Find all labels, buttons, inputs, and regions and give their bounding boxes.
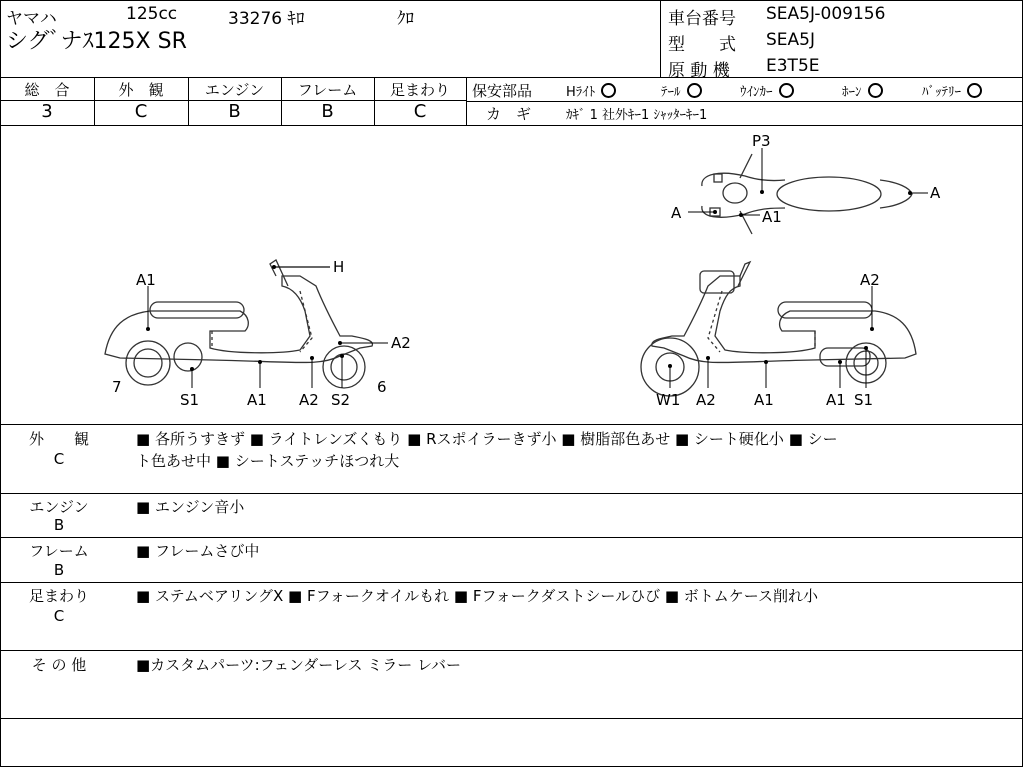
safety-item-label: ﾊﾞｯﾃﾘｰ xyxy=(922,85,961,100)
grade-header-exterior: 外 観 xyxy=(118,81,164,99)
safety-item-label: Hﾗｲﾄ xyxy=(566,85,596,100)
displacement: 125cc xyxy=(126,4,178,24)
note-grade-frame: B xyxy=(53,561,65,579)
note-text-engine: ■ エンジン音小 xyxy=(136,498,245,516)
ok-circle-icon xyxy=(687,83,702,98)
grade-header-frame: フレーム xyxy=(297,81,358,99)
note-rule xyxy=(0,537,1022,538)
mileage: 33276 ｷﾛ xyxy=(228,9,305,29)
safety-item-label: ﾎｰﾝ xyxy=(842,85,862,100)
diagram-label: S1 xyxy=(180,391,200,409)
engine-value: E3T5E xyxy=(766,56,820,76)
safety-item-tail xyxy=(661,81,702,100)
safety-item-horn xyxy=(842,81,883,100)
grade-value-exterior: C xyxy=(134,101,148,122)
grade-value-overall: 3 xyxy=(41,101,53,122)
note-text-frame: ■ フレームさび中 xyxy=(136,542,260,560)
frame-no: SEA5J-009156 xyxy=(766,4,886,24)
type-value: SEA5J xyxy=(766,30,815,50)
safety-item-winker xyxy=(740,81,794,100)
safety-item-label: ｳｲﾝｶｰ xyxy=(740,85,773,100)
diagram-label: A xyxy=(671,204,682,222)
diagram-label: A2 xyxy=(860,271,880,289)
note-text-exterior-cont: ト色あせ中 ■ シートステッチほつれ大 xyxy=(136,452,400,470)
scooter-top-view xyxy=(702,154,912,234)
grade-header-suspension: 足まわり xyxy=(389,81,450,99)
diagram-label: 6 xyxy=(377,378,387,396)
ok-circle-icon xyxy=(779,83,794,98)
key-label: カ ギ xyxy=(486,105,532,123)
diagram-label: 7 xyxy=(112,378,122,396)
color: ｸﾛ xyxy=(397,9,414,29)
ok-circle-icon xyxy=(601,83,616,98)
note-rule xyxy=(0,493,1022,494)
key-value: ｶｷﾞ 1 社外ｷｰ1 ｼｬｯﾀｰｷｰ1 xyxy=(566,108,708,123)
diagram-label: A2 xyxy=(696,391,716,409)
grade-header-overall: 総 合 xyxy=(24,81,70,99)
diagram-label: A xyxy=(930,184,941,202)
grade-value-engine: B xyxy=(228,101,241,122)
diagram-label: A1 xyxy=(754,391,774,409)
header-bottom-rule xyxy=(0,77,1022,78)
note-category-exterior: 外 観 xyxy=(28,430,89,448)
safety-item-headlight xyxy=(566,81,616,100)
diagram-label: A2 xyxy=(391,334,411,352)
diagram-label: P3 xyxy=(752,132,771,150)
note-text-other: ■カスタムパーツ:フェンダーレス ミラー レバー xyxy=(136,656,462,674)
marker-dots xyxy=(146,190,912,371)
note-rule xyxy=(0,650,1022,651)
diagram-label: A1 xyxy=(136,271,156,289)
note-grade-engine: B xyxy=(53,516,65,534)
note-grade-suspension: C xyxy=(53,607,65,625)
diagram-label: A1 xyxy=(247,391,267,409)
diagram-label: A2 xyxy=(299,391,319,409)
diagram-label: A1 xyxy=(762,208,782,226)
safety-mid-rule xyxy=(466,101,1022,102)
diagram-labels xyxy=(112,132,941,409)
diagram-label: W1 xyxy=(656,391,681,409)
diagram-label: S1 xyxy=(854,391,874,409)
engine-label: 原 動 機 xyxy=(668,61,730,81)
note-grade-exterior: C xyxy=(53,450,65,468)
type-label: 型 式 xyxy=(668,35,736,55)
note-rule xyxy=(0,582,1022,583)
ok-circle-icon xyxy=(967,83,982,98)
note-text-exterior: ■ 各所うすきず ■ ライトレンズくもり ■ Rスポイラーきず小 ■ 樹脂部色あせ ■ シート硬化小 ■ シー xyxy=(136,430,838,448)
header-divider xyxy=(660,0,661,77)
note-category-engine: エンジン xyxy=(29,498,89,516)
note-category-other: そ の 他 xyxy=(31,656,87,674)
note-text-suspension: ■ ステムベアリングX ■ Fフォークオイルもれ ■ Fフォークダストシールひび ■ ボトムケース削れ小 xyxy=(136,587,819,605)
model-name: シグﾞナｽ125X SR xyxy=(6,29,187,54)
leader-lines xyxy=(148,148,928,388)
note-rule xyxy=(0,718,1022,719)
ok-circle-icon xyxy=(868,83,883,98)
grade-value-frame: B xyxy=(321,101,334,122)
note-category-frame: フレーム xyxy=(29,542,89,560)
diagram-label: H xyxy=(333,258,345,276)
safety-label: 保安部品 xyxy=(472,82,533,100)
note-category-suspension: 足まわり xyxy=(28,587,89,605)
grade-header-engine: エンジン xyxy=(204,81,265,99)
diagram-label: S2 xyxy=(331,391,351,409)
safety-item-battery xyxy=(922,81,982,100)
diagram-label: A1 xyxy=(826,391,846,409)
scooter-diagram xyxy=(0,126,1022,424)
diagram-bottom-rule xyxy=(0,424,1022,425)
maker: ヤマハ xyxy=(6,9,57,29)
frame-no-label: 車台番号 xyxy=(668,9,736,29)
grade-value-suspension: C xyxy=(413,101,427,122)
safety-item-label: ﾃｰﾙ xyxy=(661,85,681,100)
